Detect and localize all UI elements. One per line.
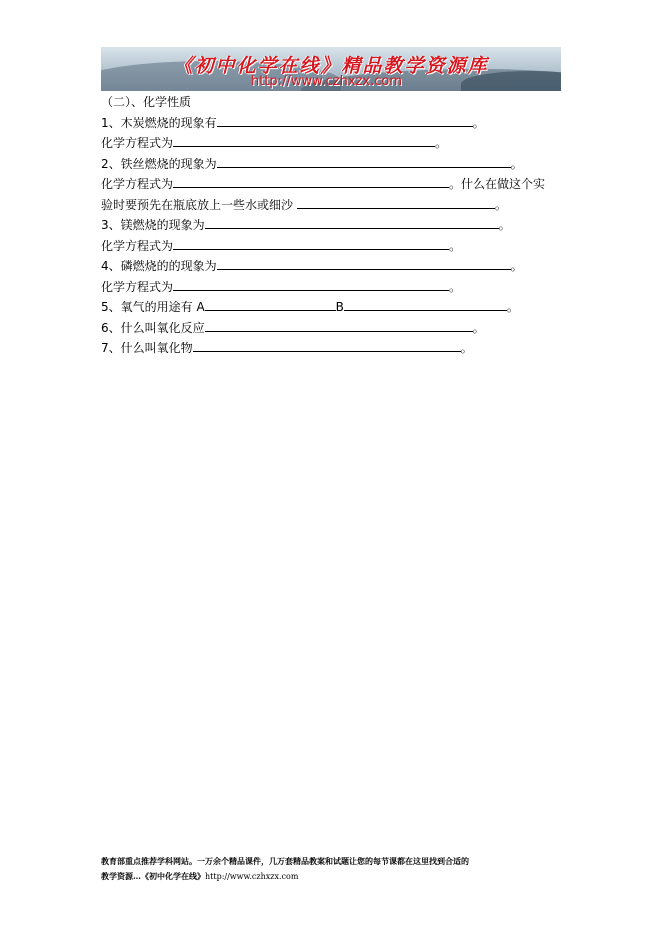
footer-url-link[interactable]: http://www.czhxzx.com — [205, 872, 299, 881]
answer-blank-b[interactable] — [344, 297, 507, 311]
period: 。 — [506, 300, 519, 314]
section-heading: （二）、化学性质 — [101, 95, 192, 109]
question-3-prompt: 3、镁燃烧的现象为 — [101, 218, 205, 232]
question-7 — [101, 338, 571, 359]
answer-blank[interactable] — [173, 133, 435, 147]
answer-blank[interactable] — [173, 174, 449, 188]
banner-url-link[interactable]: http://www.czhxzx.com — [251, 74, 402, 89]
question-4-equation — [101, 277, 571, 298]
header-banner — [101, 47, 561, 91]
answer-blank[interactable] — [173, 277, 449, 291]
question-2 — [101, 154, 571, 175]
equation-label: 化学方程式为 — [101, 177, 174, 191]
period: 。 — [472, 115, 485, 130]
period: 。 — [510, 156, 523, 171]
question-5 — [101, 297, 571, 318]
question-2-follow-up: 。什么在做这个实 — [449, 177, 546, 191]
question-5-b-label: B — [335, 300, 344, 314]
question-3 — [101, 215, 571, 236]
question-5-prompt: 5、氧气的用途有 A — [101, 300, 205, 314]
period: 。 — [472, 320, 485, 335]
answer-blank[interactable] — [297, 195, 495, 209]
period: 。 — [498, 218, 511, 232]
period: 。 — [494, 197, 507, 212]
period: 。 — [449, 279, 462, 294]
question-2-follow-up-line — [101, 195, 571, 216]
footer-text-line-1: 教育部重点推荐学科网站。一万余个精品课件，几万套精品教案和试题让您的每节课都在这里找到合适的 — [101, 856, 469, 866]
answer-blank[interactable] — [193, 338, 461, 352]
worksheet — [101, 92, 571, 359]
answer-blank[interactable] — [205, 318, 473, 332]
question-6 — [101, 318, 571, 339]
equation-label: 化学方程式为 — [101, 279, 174, 294]
question-4 — [101, 256, 571, 277]
period: 。 — [510, 259, 523, 273]
answer-blank[interactable] — [217, 256, 511, 270]
question-1-prompt: 1、木炭燃烧的现象有 — [101, 115, 217, 130]
banner-title: 《初中化学在线》精品教学资源库 — [173, 55, 489, 77]
question-6-prompt: 6、什么叫氧化反应 — [101, 320, 205, 335]
footer-text: 教学资源…《初中化学在线》 — [101, 871, 205, 881]
answer-blank[interactable] — [217, 154, 511, 168]
equation-label: 化学方程式为 — [101, 238, 174, 253]
question-2-follow-up-text: 验时要预先在瓶底放上一些水或细沙 — [101, 197, 294, 212]
answer-blank-a[interactable] — [205, 297, 336, 311]
question-3-equation — [101, 236, 571, 257]
question-2-prompt: 2、铁丝燃烧的现象为 — [101, 156, 217, 171]
question-4-prompt: 4、磷燃烧的的现象为 — [101, 259, 217, 273]
equation-label: 化学方程式为 — [101, 136, 174, 150]
question-7-prompt: 7、什么叫氧化物 — [101, 341, 193, 355]
answer-blank[interactable] — [205, 215, 499, 229]
period: 。 — [460, 341, 473, 355]
question-1-equation — [101, 133, 571, 154]
answer-blank[interactable] — [217, 113, 473, 127]
footer-text-line-2 — [101, 869, 571, 884]
period: 。 — [435, 136, 448, 150]
question-2-equation — [101, 174, 571, 195]
question-1 — [101, 113, 571, 134]
page-footer — [101, 854, 571, 884]
answer-blank[interactable] — [173, 236, 449, 250]
period: 。 — [449, 238, 462, 253]
